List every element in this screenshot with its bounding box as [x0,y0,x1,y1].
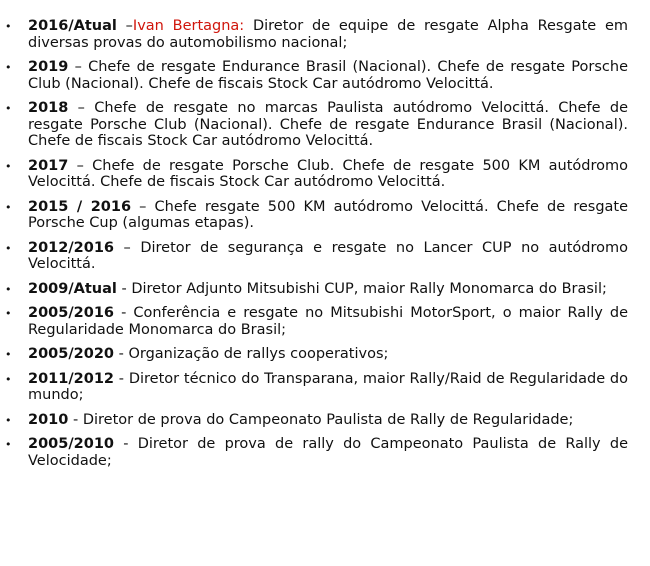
entry-text: Diretor Adjunto Mitsubishi CUP, maior Rally Monomarca do Brasil; [131,280,607,297]
entry-year: 2016/Atual [28,18,117,34]
bullet-icon: • [5,20,12,33]
list-item [0,412,650,429]
entry-text: Diretor de prova de rally do Campeonato Paulista de Rally de Velocidade; [28,436,628,469]
entry-text: Chefe de resgate Porsche Club. Chefe de resgate 500 KM autódromo Velocittá. Chefe de fiscais Stock Car autódromo Velocittá. [28,157,628,190]
entry-text: Organização de rallys cooperativos; [128,346,389,362]
bullet-icon: • [5,438,12,451]
bullet-icon: • [5,159,12,173]
entry-separator: – [68,157,93,174]
entry-year: 2017 [28,157,69,174]
entry-separator: - [114,305,134,321]
bullet-icon: • [5,282,12,296]
entry-year: 2011/2012 [28,370,115,387]
entry-text: Diretor de prova do Campeonato Paulista de Rally de Regularidade; [82,411,574,428]
entry-text: Chefe de resgate no marcas Paulista autódromo Velocittá. Chefe de resgate Porsche Club (Nacional). Chefe de resgate Endurance Brasil (Nacional). Chefe de fiscais Stock Car autódromo Velocittá. [28,100,629,149]
entry-separator: – [68,59,89,75]
experience-list [0,18,650,469]
bullet-icon: • [5,307,12,320]
list-item [0,158,650,191]
entry-text: Conferência e resgate no Mitsubishi MotorSport, o maior Rally de Regularidade Monomarca do Brasil; [28,305,629,338]
entry-text: Diretor de segurança e resgate no Lancer CUP no autódromo Velocittá. [28,239,629,272]
entry-separator: – [68,100,95,116]
entry-separator: - [114,436,138,452]
list-item [0,240,650,273]
entry-year: 2010 [28,411,69,428]
bullet-icon: • [5,372,12,386]
entry-separator: – [131,198,155,215]
entry-text: Chefe resgate 500 KM autódromo Velocittá. Chefe de resgate Porsche Cup (algumas etapas). [28,198,629,231]
entry-separator: - [116,280,132,297]
entry-separator: – [114,239,141,256]
entry-text: Diretor de equipe de resgate Alpha Resgate em diversas provas do automobilismo nacional; [28,18,628,51]
bullet-icon: • [5,348,12,361]
entry-year: 2015 / 2016 [28,198,132,215]
list-item [0,281,650,298]
entry-year: 2005/2016 [28,305,115,321]
entry-year: 2005/2010 [28,436,115,452]
document-page [0,18,650,477]
bullet-icon: • [5,413,12,427]
list-item [0,100,650,150]
list-item [0,199,650,232]
entry-separator: - [68,411,83,428]
list-item [0,18,650,51]
entry-separator: - [114,370,129,387]
entry-year: 2012/2016 [28,239,115,256]
entry-text: Chefe de resgate Endurance Brasil (Nacional). Chefe de resgate Porsche Club (Nacional). Chefe de fiscais Stock Car autódromo Velocittá. [28,59,628,92]
list-item [0,436,650,469]
entry-person-name: Ivan Bertagna: [132,18,245,34]
bullet-icon: • [5,200,12,214]
entry-year: 2005/2020 [28,346,115,362]
list-item [0,371,650,404]
entry-year: 2018 [28,100,69,116]
entry-year: 2009/Atual [28,280,117,297]
entry-year: 2019 [28,59,69,75]
entry-text: Diretor técnico do Transparana, maior Rally/Raid de Regularidade do mundo; [28,370,629,403]
list-item [0,346,650,363]
bullet-icon: • [5,102,12,115]
entry-separator: – [116,18,133,34]
bullet-icon: • [5,61,12,74]
list-item [0,59,650,92]
list-item [0,305,650,338]
entry-separator: - [114,346,129,362]
bullet-icon: • [5,241,12,255]
